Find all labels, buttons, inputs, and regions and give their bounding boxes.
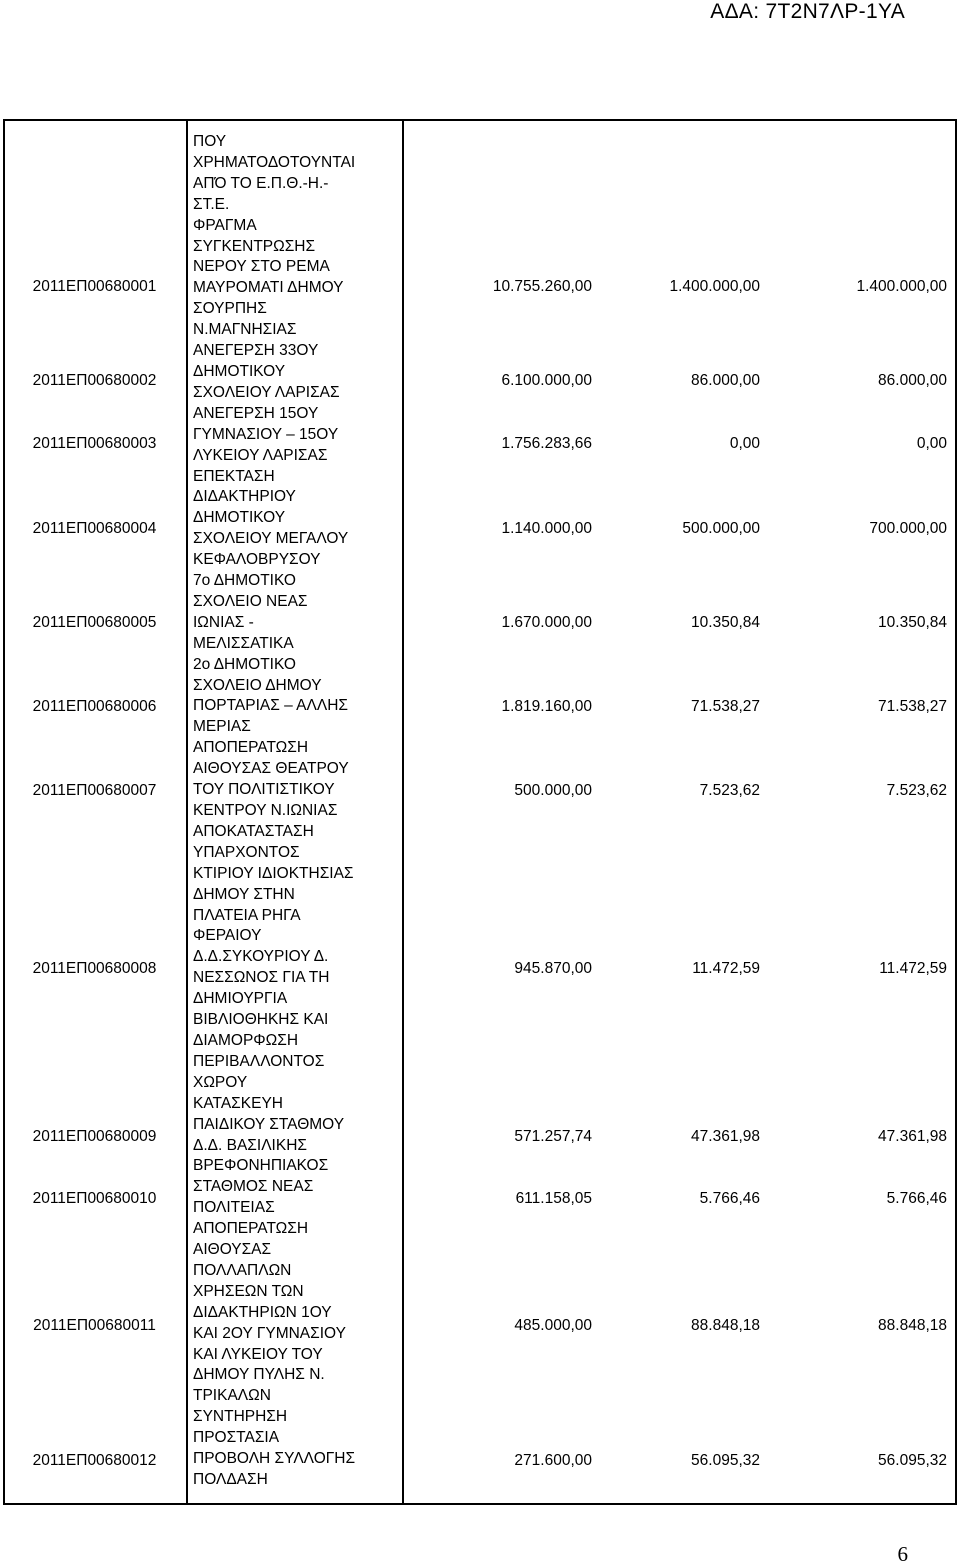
project-code: 2011ΕΠ00680007 [32, 782, 157, 799]
allocation-value: 7.523,62 [699, 782, 760, 799]
column-divider [402, 121, 404, 1503]
payment-value: 56.095,32 [878, 1452, 947, 1469]
project-code: 2011ΕΠ00680005 [32, 614, 157, 631]
project-code: 2011ΕΠ00680004 [32, 520, 157, 537]
allocation-value: 500.000,00 [682, 520, 760, 537]
allocation-value: 11.472,59 [692, 960, 760, 977]
budget-value: 10.755.260,00 [492, 278, 592, 295]
budget-value: 1.670.000,00 [501, 614, 592, 631]
allocation-value: 1.400.000,00 [669, 278, 760, 295]
allocation-value: 86.000,00 [691, 372, 760, 389]
budget-value: 1.140.000,00 [501, 520, 592, 537]
budget-value: 500.000,00 [514, 782, 592, 799]
page-number: 6 [897, 1542, 908, 1566]
payment-value: 71.538,27 [878, 698, 947, 715]
budget-value: 485.000,00 [514, 1317, 592, 1334]
project-code: 2011ΕΠ00680009 [32, 1128, 157, 1145]
budget-value: 6.100.000,00 [501, 372, 592, 389]
allocation-value: 5.766,46 [699, 1190, 760, 1207]
column-divider [186, 121, 188, 1503]
allocation-value: 0,00 [729, 435, 760, 452]
allocation-value: 47.361,98 [691, 1128, 760, 1145]
budget-value: 1.819.160,00 [501, 698, 592, 715]
project-code: 2011ΕΠ00680010 [32, 1190, 157, 1207]
payment-value: 0,00 [916, 435, 947, 452]
payment-value: 7.523,62 [886, 782, 947, 799]
budget-value: 271.600,00 [514, 1452, 592, 1469]
budget-value: 945.870,00 [514, 960, 592, 977]
allocation-value: 71.538,27 [691, 698, 760, 715]
payment-value: 11.472,59 [879, 960, 947, 977]
project-descriptions: ΠΟΥ ΧΡΗΜΑΤΟΔΟΤΟΥΝΤΑΙ ΑΠΌ ΤΟ Ε.Π.Θ.-Η.- ΣΤ.Ε. ΦΡΑΓΜΑ ΣΥΓΚΕΝΤΡΩΣΗΣ ΝΕΡΟΥ ΣΤΟ ΡΕΜΑ ΜΑΥΡΟΜΑΤΙ ΔΗΜΟΥ ΣΟΥΡΠΗΣ Ν.ΜΑΓΝΗΣΙΑΣ ΑΝΕΓΕΡΣΗ 33ΟΥ ΔΗΜΟΤΙΚΟΥ ΣΧΟΛΕΙΟΥ ΛΑΡΙΣΑΣ ΑΝΕΓΕΡΣΗ 15ΟΥ ΓΥΜΝΑΣΙΟΥ – 15ΟΥ ΛΥΚΕΙΟΥ ΛΑΡΙΣΑΣ ΕΠΕΚΤΑΣΗ ΔΙΔΑΚΤΗΡΙΟΥ ΔΗΜΟΤΙΚΟΥ ΣΧΟΛΕΙΟΥ ΜΕΓΑΛΟΥ ΚΕΦΑΛΟΒΡΥΣΟΥ 7ο ΔΗΜΟΤΙΚΟ ΣΧΟΛΕΙΟ ΝΕΑΣ ΙΩΝΙΑΣ - ΜΕΛΙΣΣΑΤΙΚΑ 2ο ΔΗΜΟΤΙΚΟ ΣΧΟΛΕΙΟ ΔΗΜΟΥ ΠΟΡΤΑΡΙΑΣ – ΑΛΛΗΣ ΜΕΡΙΑΣ ΑΠΟΠΕΡΑΤΩΣΗ ΑΙΘΟΥΣΑΣ ΘΕΑΤΡΟΥ ΤΟΥ ΠΟΛΙΤΙΣΤΙΚΟΥ ΚΕΝΤΡΟΥ Ν.ΙΩΝΙΑΣ ΑΠΟΚΑΤΑΣΤΑΣΗ ΥΠΑΡΧΟΝΤΟΣ ΚΤΙΡΙΟΥ ΙΔΙΟΚΤΗΣΙΑΣ ΔΗΜΟΥ ΣΤΗΝ ΠΛΑΤΕΙΑ ΡΗΓΑ ΦΕΡΑΙΟΥ Δ.Δ.ΣΥΚΟΥΡΙΟΥ Δ. ΝΕΣΣΩΝΟΣ ΓΙΑ ΤΗ ΔΗΜΙΟΥΡΓΙΑ ΒΙΒΛΙΟΘΗΚΗΣ ΚΑΙ ΔΙΑΜΟΡΦΩΣΗ ΠΕΡΙΒΑΛΛΟΝΤΟΣ ΧΩΡΟΥ ΚΑΤΑΣΚΕΥΗ ΠΑΙΔΙΚΟΥ ΣΤΑΘΜΟΥ Δ.Δ. ΒΑΣΙΛΙΚΗΣ ΒΡΕΦΟΝΗΠΙΑΚΟΣ ΣΤΑΘΜΟΣ ΝΕΑΣ ΠΟΛΙΤΕΙΑΣ ΑΠΟΠΕΡΑΤΩΣΗ ΑΙΘΟΥΣΑΣ ΠΟΛΛΑΠΛΩΝ ΧΡΗΣΕΩΝ ΤΩΝ ΔΙΔΑΚΤΗΡΙΩΝ 1ΟΥ ΚΑΙ 2ΟΥ ΓΥΜΝΑΣΙΟΥ ΚΑΙ ΛΥΚΕΙΟΥ ΤΟΥ ΔΗΜΟΥ ΠΥΛΗΣ Ν. ΤΡΙΚΑΛΩΝ ΣΥΝΤΗΡΗΣΗ ΠΡΟΣΤΑΣΙΑ ΠΡΟΒΟΛΗ ΣΥΛΛΟΓΗΣ ΠΟΛΔΑΣΗ [193, 133, 356, 1488]
budget-value: 611.158,05 [515, 1190, 592, 1207]
project-code: 2011ΕΠ00680011 [33, 1317, 156, 1334]
payment-value: 700.000,00 [869, 520, 947, 537]
payment-value: 10.350,84 [878, 614, 947, 631]
table-frame [3, 119, 957, 1505]
payment-value: 5.766,46 [886, 1190, 947, 1207]
project-code: 2011ΕΠ00680012 [32, 1452, 157, 1469]
budget-value: 1.756.283,66 [501, 435, 592, 452]
project-code: 2011ΕΠ00680006 [32, 698, 157, 715]
payment-value: 1.400.000,00 [856, 278, 947, 295]
allocation-value: 88.848,18 [691, 1317, 760, 1334]
payment-value: 86.000,00 [878, 372, 947, 389]
allocation-value: 10.350,84 [691, 614, 760, 631]
allocation-value: 56.095,32 [691, 1452, 760, 1469]
project-code: 2011ΕΠ00680008 [32, 960, 157, 977]
project-code: 2011ΕΠ00680003 [32, 435, 157, 452]
budget-value: 571.257,74 [514, 1128, 592, 1145]
project-code: 2011ΕΠ00680002 [32, 372, 157, 389]
payment-value: 88.848,18 [878, 1317, 947, 1334]
ada-code: ΑΔΑ: 7Τ2Ν7ΛΡ-1ΥΑ [710, 0, 905, 23]
payment-value: 47.361,98 [878, 1128, 947, 1145]
project-code: 2011ΕΠ00680001 [32, 278, 157, 295]
